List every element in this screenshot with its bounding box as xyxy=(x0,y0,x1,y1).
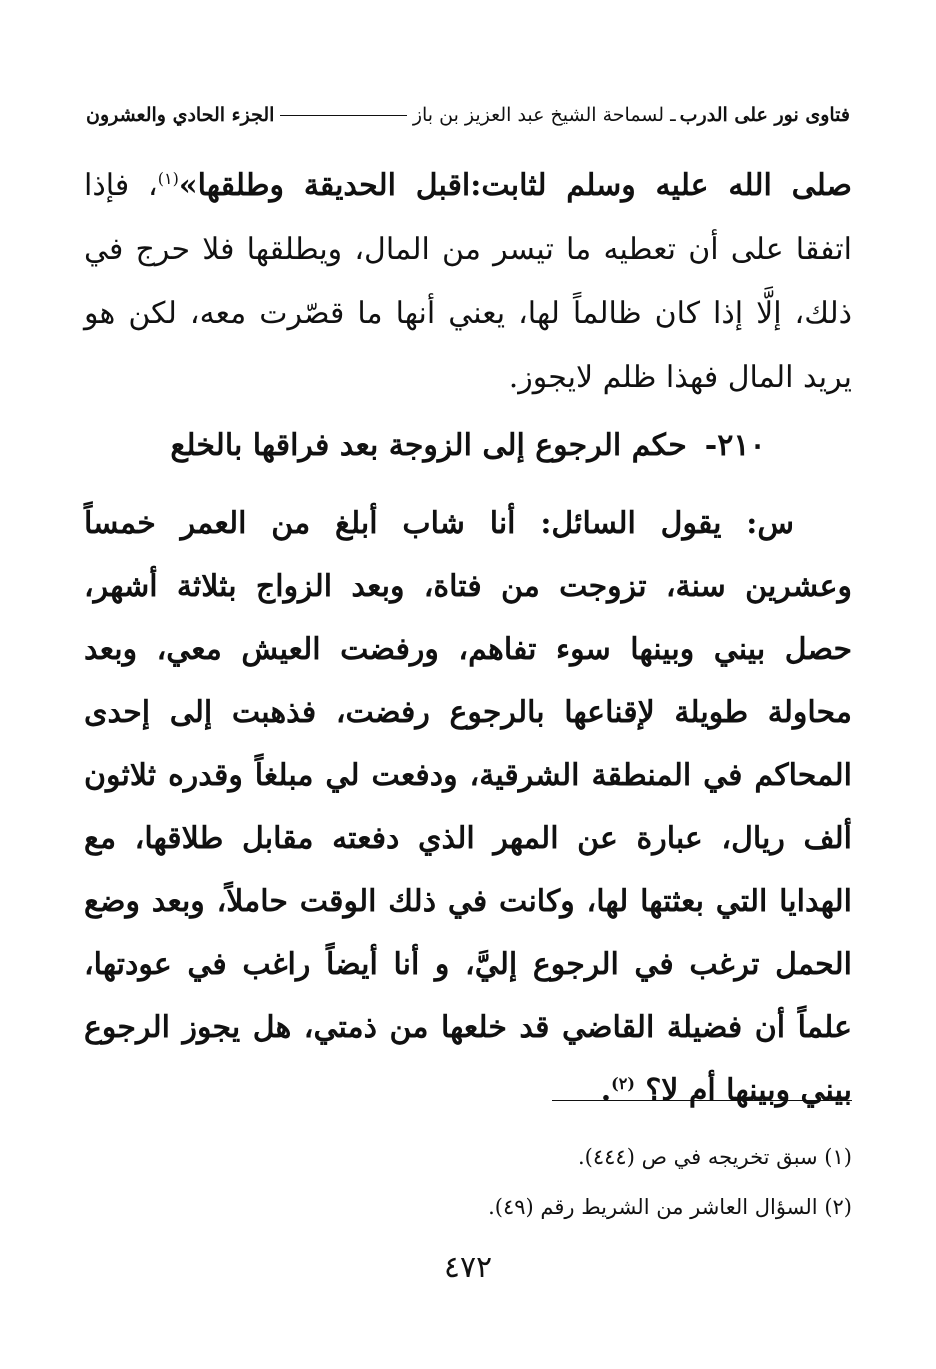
header-book-title: فتاوى نور على الدرب xyxy=(679,104,850,126)
footnote-1: (١) سبق تخريجه في ص (٤٤٤). xyxy=(578,1145,852,1169)
section-title: حكم الرجوع إلى الزوجة بعد فراقها بالخلع xyxy=(170,428,687,463)
hadith-quote: صلى الله عليه وسلم لثابت:اقبل الحديقة وطلقها» xyxy=(178,168,853,203)
footnote-marker-2: (٢) xyxy=(611,1074,635,1093)
paragraph-text: ، فإذا اتفقا على أن تعطيه ما تيسر من المال، ويطلقها فلا حرج في ذلك، إلَّا إذا كان ظالماً لها، يعني أنها ما قصّرت معه، لكن هو يريد المال فهذا ظلم لايجوز. xyxy=(84,168,852,395)
continued-paragraph xyxy=(84,154,852,410)
section-number: ٢١٠- xyxy=(704,428,766,463)
header-author: ـ لسماحة الشيخ عبد العزيز بن باز xyxy=(412,104,676,126)
footnotes xyxy=(84,1132,852,1232)
running-header xyxy=(86,104,850,126)
page-number: ٤٧٢ xyxy=(443,1250,493,1285)
footnote-marker-1: (١) xyxy=(157,169,179,188)
question-end: . xyxy=(600,1073,612,1108)
footnote-separator xyxy=(552,1100,852,1101)
header-part: الجزء الحادي والعشرون xyxy=(86,104,275,126)
section-heading xyxy=(84,418,852,474)
question-text: س: يقول السائل: أنا شاب أبلغ من العمر خمساً وعشرين سنة، تزوجت من فتاة، وبعد الزواج بثلاثة أشهر، حصل بيني وبينها سوء تفاهم، ورفضت العيش معي، وبعد محاولة طويلة لإقناعها بالرجوع رفضت، فذهبت إلى إحدى المحاكم في المنطقة الشرقية، ودفعت لي مبلغاً وقدره ثلاثون ألف ريال، عبارة عن المهر الذي دفعته مقابل طلاقها، مع الهدايا التي بعثتها لها، وكانت في ذلك الوقت حاملاً، وبعد وضع الحمل ترغب في الرجوع إليَّ، و أنا أيضاً راغب في عودتها، علماً أن فضيلة القاضي قد خلعها من ذمتي، هل يجوز الرجوع بيني وبينها أم لا؟ xyxy=(84,506,852,1108)
header-rule xyxy=(280,115,406,116)
footnote-2: (٢) السؤال العاشر من الشريط رقم (٤٩). xyxy=(488,1195,852,1219)
question-paragraph xyxy=(84,492,852,1122)
